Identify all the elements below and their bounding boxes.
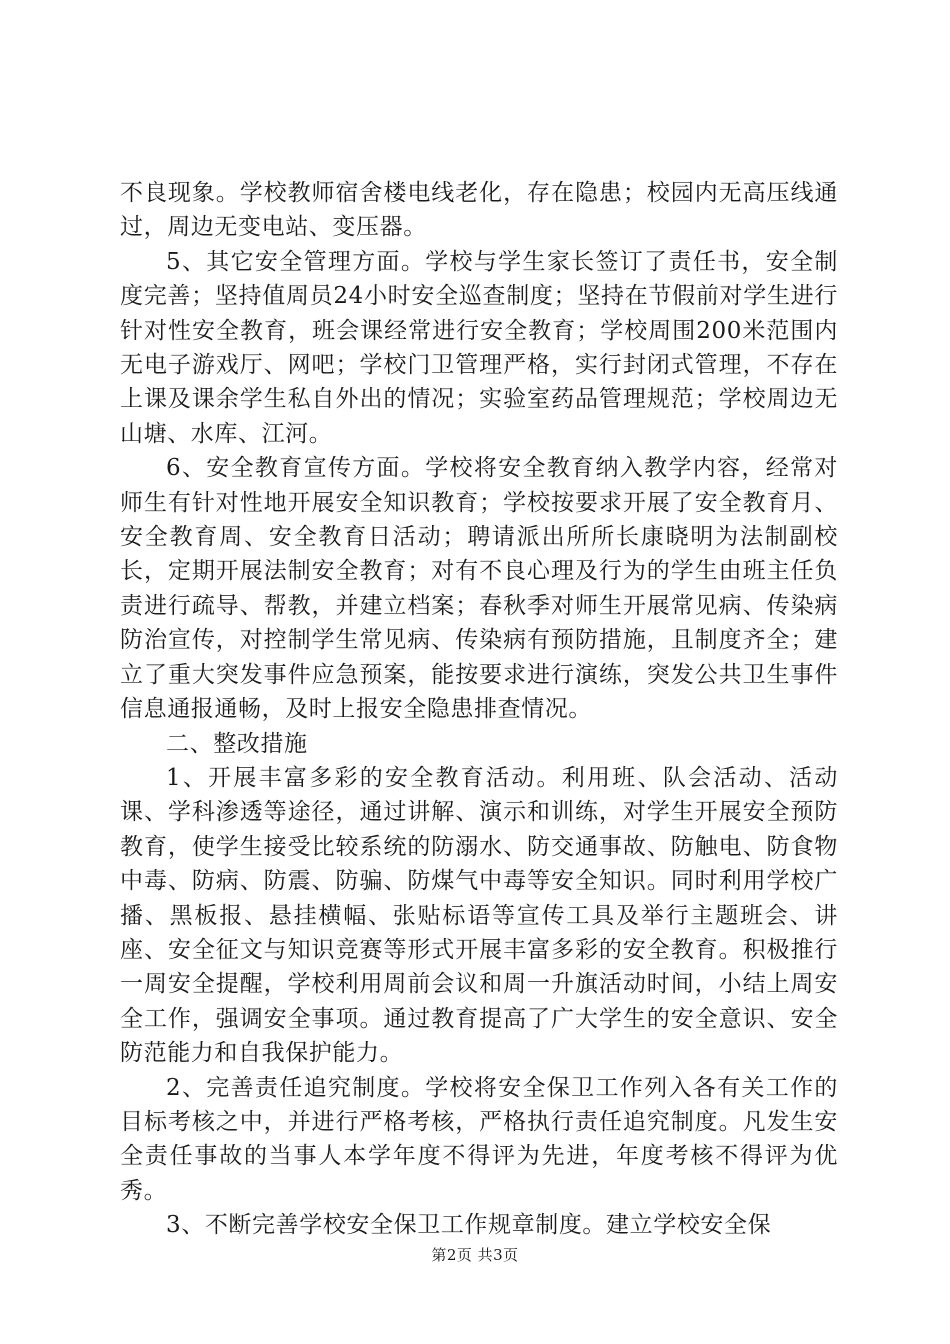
paragraph: 5、其它安全管理方面。学校与学生家长签订了责任书，安全制度完善；坚持值周员24小时安全巡查制度；坚持在节假前对学生进行针对性安全教育，班会课经常进行安全教育；学校周围200米范围内无电子游戏厅、网吧；学校门卫管理严格，实行封闭式管理，不存在上课及课余学生私自外出的情况；实验室药品管理规范；学校周边无山塘、水库、江河。 [120, 248, 838, 447]
page-footer: 第2页 共3页 [431, 1246, 519, 1264]
paragraph: 二、整改措施 [166, 730, 308, 757]
paragraph: 3、不断完善学校安全保卫工作规章制度。建立学校安全保 [166, 1212, 772, 1239]
paragraph: 1、开展丰富多彩的安全教育活动。利用班、队会活动、活动课、学科渗透等途径，通过讲解、演示和训练，对学生开展安全预防教育，使学生接受比较系统的防溺水、防交通事故、防触电、防食物中毒、防病、防震、防骗、防煤气中毒等安全知识。同时利用学校广播、黑板报、悬挂横幅、张贴标语等宣传工具及举行主题班会、讲座、安全征文与知识竞赛等形式开展丰富多彩的安全教育。积极推行一周安全提醒，学校利用周前会议和周一升旗活动时间，小结上周安全工作，强调安全事项。通过教育提高了广大学生的安全意识、安全防范能力和自我保护能力。 [120, 764, 838, 1067]
paragraph: 不良现象。学校教师宿舍楼电线老化，存在隐患；校园内无高压线通过，周边无变电站、变压器。 [120, 180, 838, 241]
document-body [120, 176, 838, 1243]
paragraph: 6、安全教育宣传方面。学校将安全教育纳入教学内容，经常对师生有针对性地开展安全知识教育；学校按要求开展了安全教育月、安全教育周、安全教育日活动；聘请派出所所长康晓明为法制副校长，定期开展法制安全教育；对有不良心理及行为的学生由班主任负责进行疏导、帮教，并建立档案；春秋季对师生开展常见病、传染病防治宣传，对控制学生常见病、传染病有预防措施，且制度齐全；建立了重大突发事件应急预案，能按要求进行演练，突发公共卫生事件信息通报通畅，及时上报安全隐患排查情况。 [120, 455, 838, 723]
paragraph: 2、完善责任追究制度。学校将安全保卫工作列入各有关工作的目标考核之中，并进行严格考核，严格执行责任追究制度。凡发生安全责任事故的当事人本学年度不得评为先进，年度考核不得评为优秀。 [120, 1074, 838, 1204]
